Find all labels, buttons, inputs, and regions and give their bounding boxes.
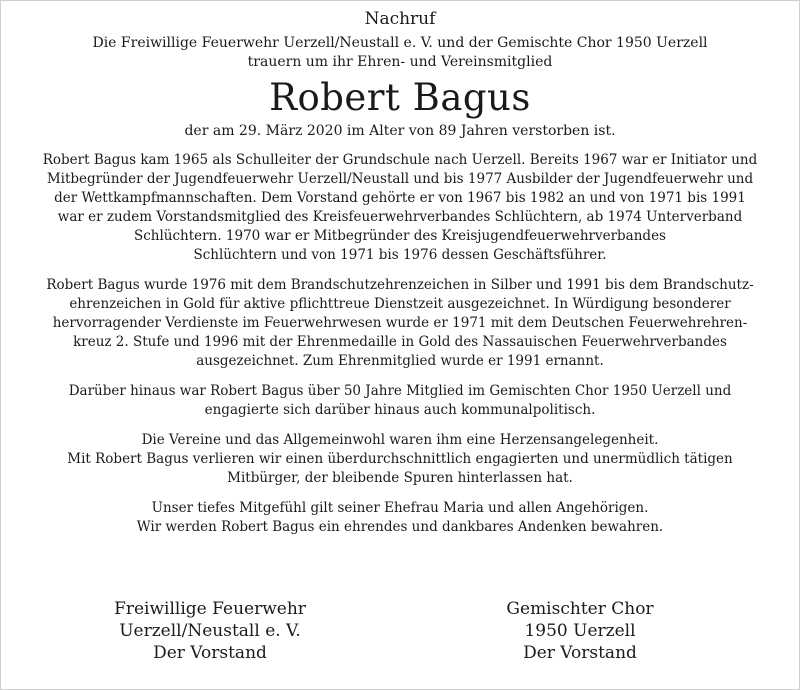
death-line: der am 29. März 2020 im Alter von 89 Jahren verstorben ist. xyxy=(184,123,616,139)
intro-line-1: Die Freiwillige Feuerwehr Uerzell/Neustall e. V. und der Gemischte Chor 1950 Uerzell xyxy=(92,35,708,51)
paragraph-condolence xyxy=(22,499,778,537)
paragraph-line: war er zudem Vorstandsmitglied des Kreisfeuerwehrverbandes Schlüchtern, ab 1974 Unterverband xyxy=(57,209,743,225)
paragraph-line: Robert Bagus kam 1965 als Schulleiter der Grundschule nach Uerzell. Bereits 1967 war er Initiator und xyxy=(42,152,758,168)
paragraph-line: hervorragender Verdienste im Feuerwehrwesen wurde er 1971 mit dem Deutschen Feuerwehrehren- xyxy=(52,315,748,331)
signature-line: Der Vorstand xyxy=(523,643,637,663)
signature-line: Der Vorstand xyxy=(153,643,267,663)
deceased-name: Robert Bagus xyxy=(269,76,531,119)
paragraph-line: Wir werden Robert Bagus ein ehrendes und dankbares Andenken bewahren. xyxy=(136,519,664,535)
signature-fire-brigade xyxy=(80,598,340,664)
paragraph-line: ehrenzeichen in Gold für aktive pflichttreue Dienstzeit ausgezeichnet. In Würdigung besonderer xyxy=(69,296,731,312)
paragraph-honors xyxy=(22,276,778,371)
paragraph-line: Schlüchtern und von 1971 bis 1976 dessen Geschäftsführer. xyxy=(193,247,607,263)
paragraph-line: der Wettkampfmannschaften. Dem Vorstand gehörte er von 1967 bis 1982 an und von 1971 bis 1991 xyxy=(54,190,746,206)
paragraph-line: Darüber hinaus war Robert Bagus über 50 Jahre Mitglied im Gemischten Chor 1950 Uerzell und xyxy=(68,383,732,399)
notice-title: Nachruf xyxy=(364,9,436,29)
signature-line: Uerzell/Neustall e. V. xyxy=(119,621,301,641)
paragraph-line: kreuz 2. Stufe und 1996 mit der Ehrenmedaille in Gold des Nassauischen Feuerwehrverbandes xyxy=(73,334,727,350)
signature-choir xyxy=(455,598,705,664)
paragraph-biography xyxy=(22,151,778,265)
paragraph-choir xyxy=(22,382,778,420)
signature-line: Gemischter Chor xyxy=(506,599,654,619)
paragraph-line: engagierte sich darüber hinaus auch kommunalpolitisch. xyxy=(204,402,596,418)
paragraph-line: Mit Robert Bagus verlieren wir einen überdurchschnittlich engagierten und unermüdlich tätigen xyxy=(67,451,733,467)
paragraph-line: ausgezeichnet. Zum Ehrenmitglied wurde er 1991 ernannt. xyxy=(196,353,604,369)
obituary-notice xyxy=(22,8,778,548)
paragraph-line: Robert Bagus wurde 1976 mit dem Brandschutzehrenzeichen in Silber und 1991 bis dem Brandschutz- xyxy=(46,277,754,293)
paragraph-line: Die Vereine und das Allgemeinwohl waren ihm eine Herzensangelegenheit. xyxy=(141,432,659,448)
paragraph-tribute xyxy=(22,431,778,488)
paragraph-line: Mitbegründer der Jugendfeuerwehr Uerzell/Neustall und bis 1977 Ausbilder der Jugendfeuerwehr und xyxy=(46,171,754,187)
signature-line: 1950 Uerzell xyxy=(524,621,636,641)
paragraph-line: Schlüchtern. 1970 war er Mitbegründer des Kreisjugendfeuerwehrverbandes xyxy=(133,228,666,244)
paragraph-line: Unser tiefes Mitgefühl gilt seiner Ehefrau Maria und allen Angehörigen. xyxy=(151,500,649,516)
signature-line: Freiwillige Feuerwehr xyxy=(114,599,306,619)
intro-line-2: trauern um ihr Ehren- und Vereinsmitglied xyxy=(247,54,553,70)
paragraph-line: Mitbürger, der bleibende Spuren hinterlassen hat. xyxy=(227,470,573,486)
